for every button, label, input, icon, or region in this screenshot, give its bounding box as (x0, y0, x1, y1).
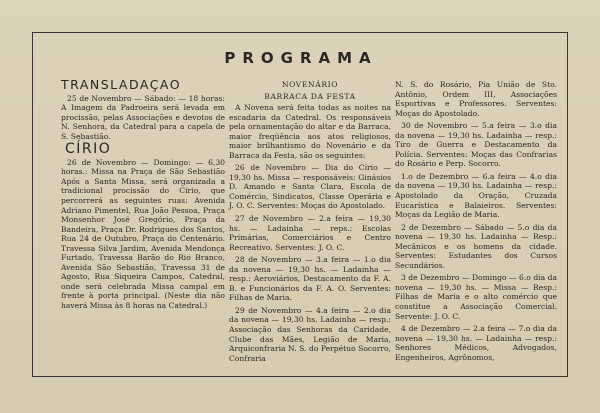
schedule-entry: 4 de Dezembro — 2.a feira — 7.o dia da novena — 19,30 hs. — Ladainha — resp.: Senhores Médicos, Advogados, Engenheiros, Agrônomos, (395, 324, 557, 362)
cirio-paragraph: 26 de Novembro — Domingo: — 6,30 horas.: Missa na Praça de São Sebastião Após a Santa Missa, será organizada a tradicional procissão do Círio, que percorrerá as seguintes ruas: Avenida Adriano Pimentel, Rua João Pessoa, Praça Monsenhor José Gregório, Praça da Bandeira, Praça Dr. Rodrigues dos Santos, Rua 24 de Outubro, Praça do Centenário. Travessa Silva Jardim, Avenida Mendonça Furtado, Travessa Barão do Rio Branco, Avenida São Sebastião, Travessa 31 de Agosto, Rua Siqueira Campos, Catedral, onde será celebrada Missa campal em frente à porta principal. (Neste dia não haverá Missa às 8 horas na Catedral.) (61, 157, 226, 311)
schedule-entry: 28 de Novembro — 3.a feira — 1.o dia da novena — 19,30 hs. — Ladainha — resp.: Aeroviários, Destacamento da F. A. B. e Funcionários da F. A. O. Serventes: Filhas de Maria. (229, 255, 391, 303)
section-title-novenario: NOVENÁRIO (281, 80, 339, 89)
schedule-entry: 29 de Novembro — 4.a feira — 2.o dia da novena — 19,30 hs. Ladainha — resp.: Associação das Senhoras da Caridade, Clube das Mães, Legião de Maria, Arquiconfraria N. S. do Perpétuo Socorro, Confraria (229, 305, 391, 363)
novena-intro-paragraph: A Novena será feita todas as noites na escadaria da Catedral. Os responsáveis pela ornamentação do altar e da Barraca, maior freqüência aos atos religiosos, maior brilhantismo do Novenário e da Barraca da Festa, são os seguintes: (229, 103, 391, 160)
schedule-entry: 27 de Novembro — 2.a feira — 19,30 hs. — Ladainha — reps.: Escolas Primárias, Comerciários e Centro Recreativo. Serventes: J. O. C. (229, 214, 391, 252)
section-title-translation: TRANSLADAÇAO (61, 77, 182, 92)
document-frame (32, 32, 568, 377)
column-right (395, 80, 557, 365)
schedule-entry: 1.o de Dezembro — 6.a feira — 4.o dia da novena — 19,30 hs. Ladainha — resp.: Apostolado da Oração, Cruzada Eucarística e Balaieiros. Serventes: Moças da Legião de Maria. (395, 171, 557, 220)
column-middle (229, 80, 391, 366)
section-subtitle-barraca: BARRACA DA FESTA (264, 91, 356, 101)
schedule-entry: 26 de Novembro — Dia do Círio — 19,30 hs. Missa — responsáveis: Ginásios D. Amando e Santa Clara, Escola de Comércio, Sindicatos, Classe Operária e J. O. C. Serventes: Moças do Apostolado. (229, 163, 391, 211)
schedule-entry: 30 de Novembro — 5.a feira — 3.o dia da novena — 19,30 hs. Ladainha — resp.: Tiro de Guerra e Destacamento da Polícia. Serventes: Moças das Confrarias do Rosário e Perp. Socorro. (395, 121, 557, 169)
translation-paragraph: 25 de Novembro — Sábado: — 18 horas: A Imagem da Padroeira será levada em procissão, pelas Associações e devotos de N. Senhora, da Catedral para a capela de S. Sebastião. (61, 93, 225, 141)
column-left (61, 77, 226, 314)
schedule-entry: 3 de Dezembro — Domingo — 6.o dia da novena — 19,30 hs. — Missa — Resp.: Filhas de Maria e o alto comércio que constitue a Associação Comercial. Servente: J. O. C. (395, 273, 557, 321)
page-heading: PROGRAMA (224, 49, 378, 67)
section-title-cirio: CÍRIO (65, 141, 112, 158)
schedule-entry: 2 de Dezembro — Sábado — 5.o dia da novena — 19,30 hs. Ladainha — Resp.: Mecânicos e os homens da cidade. Serventes: Estudantes dos Cursos Secundários. (395, 222, 557, 270)
schedule-entry-continued: N. S. do Rosário, Pia União de Sto. Antônio, Ordem III, Associações Esportivas e Professores. Serventes: Moças do Apostolado. (395, 80, 557, 118)
